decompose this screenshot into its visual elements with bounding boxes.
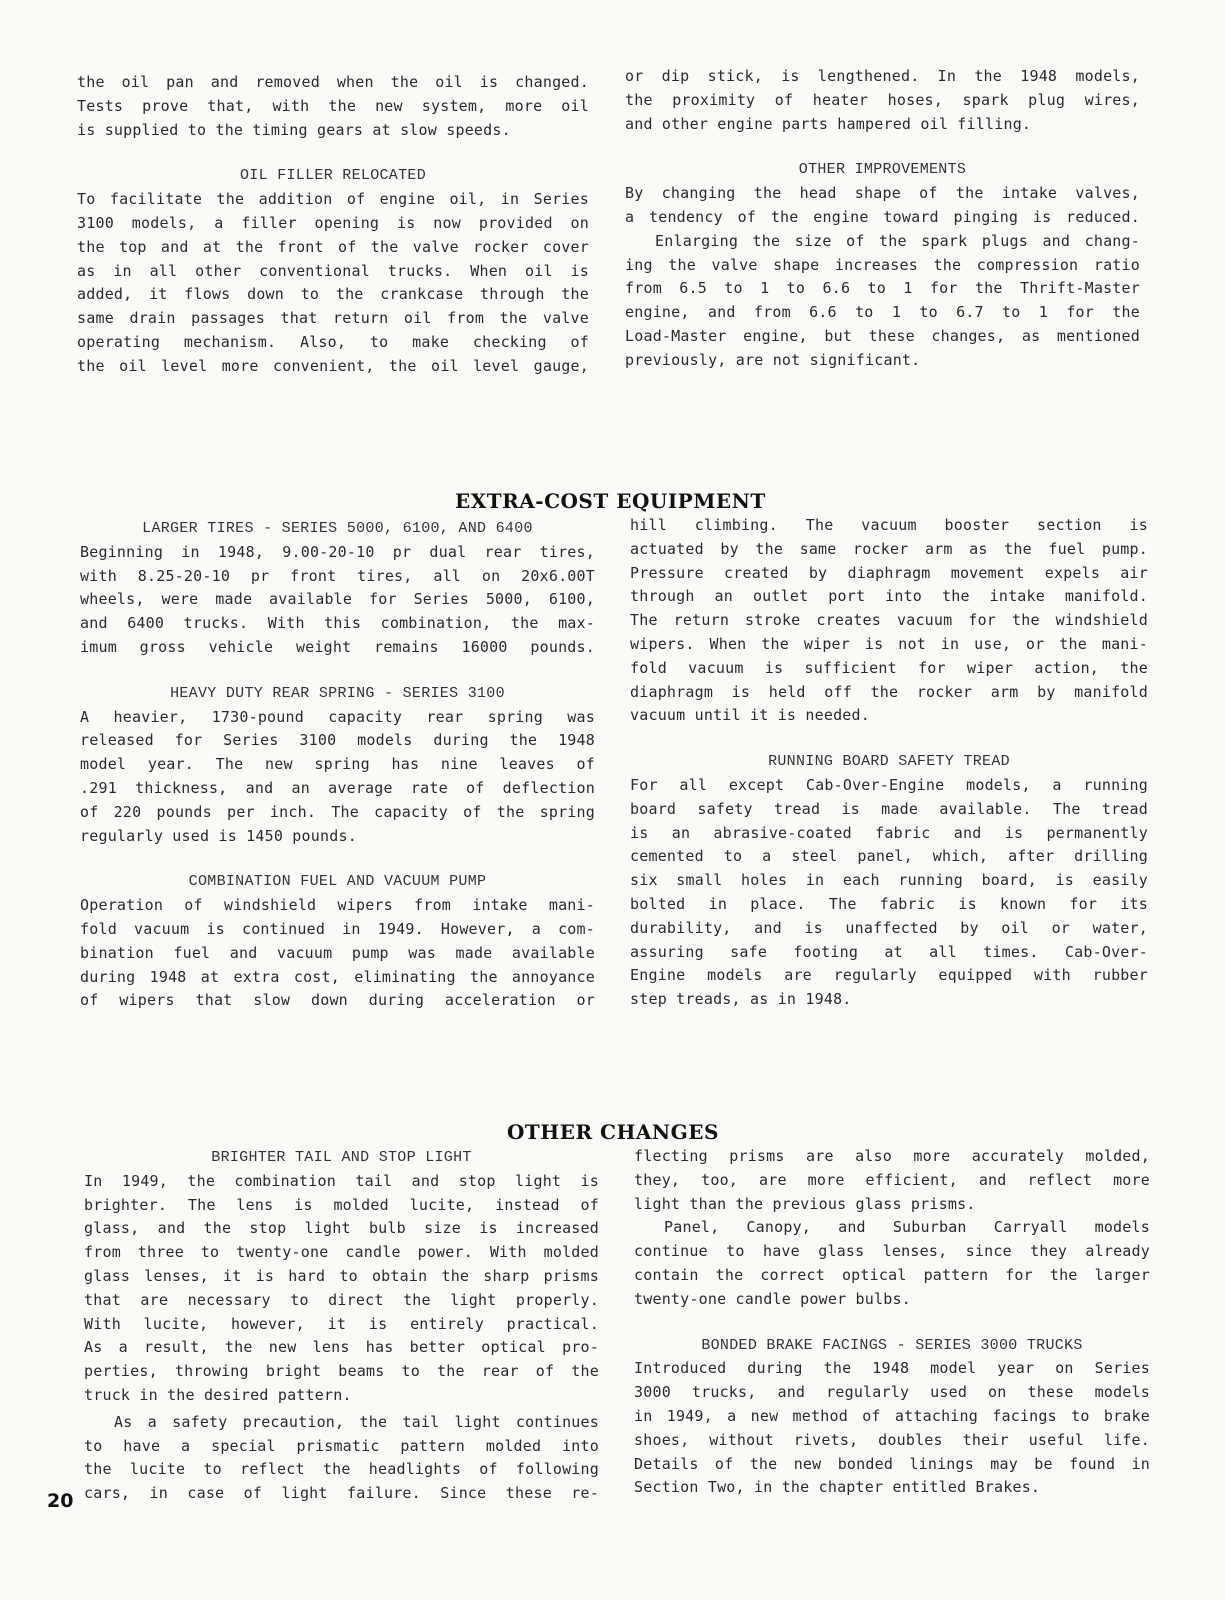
text-line: twenty-one candle power bulbs. bbox=[634, 1289, 911, 1308]
text-line: the proximity of heater hoses, spark plug wires, bbox=[625, 90, 1140, 109]
extra-cost-left-column bbox=[80, 517, 595, 1013]
text-line: In 1949, the combination tail and stop light is bbox=[84, 1171, 599, 1190]
text-line: As a safety precaution, the tail light continues bbox=[114, 1412, 599, 1431]
text-line: bolted in place. The fabric is known for its bbox=[630, 894, 1148, 913]
text-line: operating mechanism. Also, to make checking of bbox=[77, 332, 589, 351]
section-heading-extra-cost: EXTRA-COST EQUIPMENT bbox=[455, 489, 766, 513]
text-line: the oil pan and removed when the oil is changed. bbox=[77, 73, 589, 91]
text-line: to have a special prismatic pattern molded into bbox=[84, 1436, 599, 1455]
text-line: the oil level more convenient, the oil level gauge, bbox=[77, 356, 589, 375]
text-line: truck in the desired pattern. bbox=[84, 1385, 352, 1404]
text-line: Operation of windshield wipers from intake mani- bbox=[80, 896, 595, 915]
text-line: with 8.25-20-10 pr front tires, all on 20x6.00T bbox=[80, 566, 595, 585]
text-line: a tendency of the engine toward pinging is reduced. bbox=[625, 207, 1140, 226]
page-number: 20 bbox=[47, 1490, 74, 1512]
subheading-tail-light: BRIGHTER TAIL AND STOP LIGHT bbox=[211, 1149, 472, 1166]
text-line: same drain passages that return oil from the valve bbox=[77, 309, 589, 328]
text-line: Load-Master engine, but these changes, as mentioned bbox=[625, 326, 1140, 345]
text-line: engine, and from 6.6 to 1 to 6.7 to 1 for the bbox=[625, 303, 1140, 322]
text-line: through an outlet port into the intake manifold. bbox=[630, 587, 1148, 606]
text-line: perties, throwing bright beams to the rear of the bbox=[84, 1362, 599, 1381]
text-line: model year. The new spring has nine leaves of bbox=[80, 755, 595, 774]
text-line: Engine models are regularly equipped with rubber bbox=[630, 966, 1148, 985]
text-line: actuated by the same rocker arm as the fuel pump. bbox=[630, 539, 1148, 558]
text-line: As a result, the new lens has better optical pro- bbox=[84, 1338, 599, 1357]
text-line: diaphragm is held off the rocker arm by manifold bbox=[630, 682, 1148, 701]
subheading-oil-filler: OIL FILLER RELOCATED bbox=[239, 167, 427, 185]
text-line: The return stroke creates vacuum for the windshield bbox=[630, 611, 1148, 630]
text-line: six small holes in each running board, is easily bbox=[630, 871, 1148, 890]
text-line: board safety tread is made available. The tread bbox=[630, 799, 1148, 818]
text-line: shoes, without rivets, doubles their useful life. bbox=[634, 1430, 1150, 1449]
section-heading-other-changes: OTHER CHANGES bbox=[507, 1120, 719, 1144]
text-line: assuring safe footing at all times. Cab-Over- bbox=[630, 942, 1148, 961]
text-line: To facilitate the addition of engine oil, in Series bbox=[77, 190, 589, 209]
text-line: and other engine parts hampered oil filling. bbox=[625, 114, 1032, 133]
top-left-column bbox=[77, 71, 589, 379]
subheading-rear-spring: HEAVY DUTY REAR SPRING - SERIES 3100 bbox=[170, 684, 505, 702]
text-line: of 220 pounds per inch. The capacity of the spring bbox=[80, 802, 595, 821]
text-line: is supplied to the timing gears at slow speeds. bbox=[77, 120, 511, 139]
text-line: brighter. The lens is molded lucite, instead of bbox=[84, 1195, 599, 1214]
text-line: the lucite to reflect the headlights of following bbox=[84, 1460, 599, 1479]
text-line: glass, and the stop light bulb size is increased bbox=[84, 1219, 599, 1238]
extra-cost-right-column bbox=[630, 514, 1148, 1012]
text-line: in 1949, a new method of attaching facings to brake bbox=[634, 1406, 1150, 1425]
text-line: flecting prisms are also more accurately molded, bbox=[634, 1147, 1150, 1165]
text-line: Panel, Canopy, and Suburban Carryall models bbox=[664, 1218, 1150, 1237]
text-line: Tests prove that, with the new system, more oil bbox=[77, 96, 589, 115]
text-line: fold vacuum is continued in 1949. However, a com- bbox=[80, 919, 595, 938]
top-right-column bbox=[625, 65, 1140, 373]
text-line: continue to have glass lenses, since they already bbox=[634, 1242, 1150, 1261]
text-line: light than the previous glass prisms. bbox=[634, 1194, 976, 1213]
text-line: they, too, are more efficient, and reflect more bbox=[634, 1170, 1150, 1189]
text-line: the top and at the front of the valve rocker cover bbox=[77, 237, 589, 256]
text-line: is an abrasive-coated fabric and is permanently bbox=[630, 823, 1148, 842]
text-line: previously, are not significant. bbox=[625, 350, 921, 369]
text-line: from 6.5 to 1 to 6.6 to 1 for the Thrift-Master bbox=[625, 279, 1140, 298]
text-line: vacuum until it is needed. bbox=[630, 706, 870, 725]
text-line: during 1948 at extra cost, eliminating the annoyance bbox=[80, 967, 595, 986]
text-line: Section Two, in the chapter entitled Brakes. bbox=[634, 1478, 1041, 1497]
text-line: wipers. When the wiper is not in use, or the mani- bbox=[630, 634, 1148, 653]
text-line: or dip stick, is lengthened. In the 1948 models, bbox=[625, 67, 1140, 85]
text-line: Pressure created by diaphragm movement expels air bbox=[630, 563, 1148, 582]
text-line: ing the valve shape increases the compression ratio bbox=[625, 255, 1140, 274]
text-line: Enlarging the size of the spark plugs and chang- bbox=[655, 231, 1140, 250]
text-line: .291 thickness, and an average rate of deflection bbox=[80, 778, 595, 797]
text-line: cemented to a steel panel, which, after drilling bbox=[630, 847, 1148, 866]
subheading-larger-tires: LARGER TIRES - SERIES 5000, 6100, AND 6400 bbox=[142, 520, 533, 537]
text-line: bination fuel and vacuum pump was made available bbox=[80, 943, 595, 962]
text-line: hill climbing. The vacuum booster section is bbox=[630, 516, 1148, 534]
subheading-brake-facings: BONDED BRAKE FACINGS - SERIES 3000 TRUCKS bbox=[701, 1336, 1083, 1354]
text-line: added, it flows down to the crankcase through the bbox=[77, 285, 589, 304]
text-line: wheels, were made available for Series 5000, 6100, bbox=[80, 590, 595, 609]
text-line: durability, and is unaffected by oil or water, bbox=[630, 918, 1148, 937]
subheading-running-board: RUNNING BOARD SAFETY TREAD bbox=[768, 753, 1010, 771]
text-line: as in all other conventional trucks. When oil is bbox=[77, 261, 589, 280]
text-line: from three to twenty-one candle power. With molded bbox=[84, 1243, 599, 1262]
text-line: 3000 trucks, and regularly used on these models bbox=[634, 1383, 1150, 1402]
text-line: Introduced during the 1948 model year on Series bbox=[634, 1359, 1150, 1378]
text-line: A heavier, 1730-pound capacity rear spring was bbox=[80, 707, 595, 726]
text-line: regularly used is 1450 pounds. bbox=[80, 826, 357, 845]
subheading-other-improvements: OTHER IMPROVEMENTS bbox=[798, 161, 967, 179]
text-line: and 6400 trucks. With this combination, the max- bbox=[80, 614, 595, 633]
text-line: contain the correct optical pattern for the larger bbox=[634, 1265, 1150, 1284]
text-line: By changing the head shape of the intake valves, bbox=[625, 184, 1140, 203]
text-line: Beginning in 1948, 9.00-20-10 pr dual rear tires, bbox=[80, 542, 595, 561]
text-line: For all except Cab-Over-Engine models, a running bbox=[630, 775, 1148, 794]
text-line: imum gross vehicle weight remains 16000 pounds. bbox=[80, 637, 595, 656]
subheading-fuel-vacuum-pump: COMBINATION FUEL AND VACUUM PUMP bbox=[188, 873, 487, 891]
text-line: fold vacuum is sufficient for wiper action, the bbox=[630, 658, 1148, 677]
other-changes-left-column bbox=[84, 1146, 599, 1506]
text-line: step treads, as in 1948. bbox=[630, 990, 852, 1009]
text-line: that are necessary to direct the light properly. bbox=[84, 1290, 599, 1309]
other-changes-right-column bbox=[634, 1145, 1150, 1500]
text-line: Details of the new bonded linings may be found in bbox=[634, 1454, 1150, 1473]
text-line: 3100 models, a filler opening is now provided on bbox=[77, 213, 589, 232]
text-line: released for Series 3100 models during the 1948 bbox=[80, 731, 595, 750]
text-line: glass lenses, it is hard to obtain the sharp prisms bbox=[84, 1266, 599, 1285]
text-line: cars, in case of light failure. Since these re- bbox=[84, 1484, 599, 1503]
text-line: With lucite, however, it is entirely practical. bbox=[84, 1314, 599, 1333]
text-line: of wipers that slow down during acceleration or bbox=[80, 991, 595, 1010]
